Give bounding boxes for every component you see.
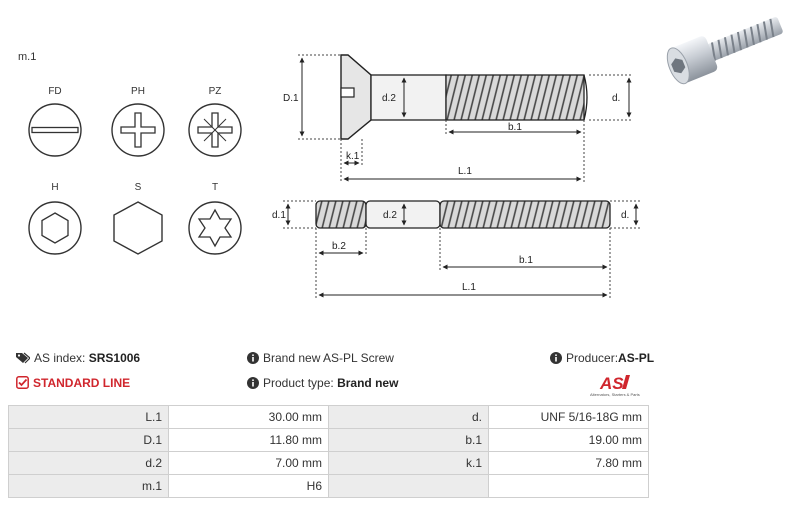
spec-value bbox=[489, 475, 649, 498]
spec-key: D.1 bbox=[9, 429, 169, 452]
hex-socket-icon bbox=[29, 202, 81, 254]
spec-key: d.2 bbox=[9, 452, 169, 475]
head-types-label: m.1 bbox=[18, 51, 37, 63]
as-index-label: AS index: bbox=[34, 351, 86, 365]
head-type-code: T bbox=[211, 182, 219, 193]
pozidriv-icon bbox=[189, 104, 241, 156]
countersunk-screw-drawing bbox=[283, 55, 632, 182]
product-title bbox=[247, 351, 394, 367]
product-type-label: Product type: bbox=[263, 376, 334, 390]
dim-label-d-bottom: d. bbox=[621, 210, 630, 221]
spec-key: d. bbox=[329, 406, 489, 429]
head-type-t bbox=[189, 182, 241, 254]
as-pl-logo bbox=[588, 372, 650, 398]
dim-label-d2-bottom: d.2 bbox=[383, 210, 397, 221]
info-icon bbox=[247, 377, 259, 392]
spec-key: m.1 bbox=[9, 475, 169, 498]
product-type bbox=[247, 376, 398, 392]
head-type-pz bbox=[189, 86, 241, 156]
hex-head-icon bbox=[114, 202, 162, 254]
product-photo bbox=[655, 8, 790, 88]
dim-label-b2: b.2 bbox=[332, 241, 346, 252]
dim-label-b1-bottom: b.1 bbox=[519, 255, 533, 266]
producer-label: Producer: bbox=[566, 351, 619, 365]
head-type-code: PH bbox=[131, 86, 145, 97]
tags-icon bbox=[16, 352, 30, 367]
table-row bbox=[9, 475, 649, 498]
spec-value: 7.80 mm bbox=[489, 452, 649, 475]
spec-key: b.1 bbox=[329, 429, 489, 452]
dim-label-b1: b.1 bbox=[508, 122, 522, 133]
spec-value: 30.00 mm bbox=[169, 406, 329, 429]
standard-line bbox=[16, 376, 130, 392]
logo-text: AS bbox=[600, 374, 624, 393]
stud-drawing bbox=[272, 201, 640, 298]
table-row bbox=[9, 429, 649, 452]
dim-label-d: d. bbox=[612, 93, 621, 104]
spec-value: H6 bbox=[169, 475, 329, 498]
product-title-text: Brand new AS-PL Screw bbox=[263, 351, 394, 365]
producer bbox=[550, 351, 654, 367]
product-type-value: Brand new bbox=[337, 376, 399, 390]
head-type-code: S bbox=[134, 182, 142, 193]
spec-value: 19.00 mm bbox=[489, 429, 649, 452]
torx-icon bbox=[189, 202, 241, 254]
head-type-ph bbox=[112, 86, 164, 156]
phillips-icon bbox=[112, 104, 164, 156]
dim-label-k1: k.1 bbox=[346, 151, 360, 162]
standard-line-text: STANDARD LINE bbox=[33, 376, 131, 390]
info-icon bbox=[247, 352, 259, 367]
spec-value: 11.80 mm bbox=[169, 429, 329, 452]
table-row bbox=[9, 406, 649, 429]
as-index-value: SRS1006 bbox=[88, 351, 141, 365]
spec-key: k.1 bbox=[329, 452, 489, 475]
head-type-code: H bbox=[51, 182, 59, 193]
dim-label-d1: d.1 bbox=[272, 210, 286, 221]
head-type-code: PZ bbox=[208, 86, 222, 97]
head-type-h bbox=[29, 182, 81, 254]
head-type-s bbox=[114, 182, 162, 254]
dim-label-L1: L.1 bbox=[458, 166, 472, 177]
spec-key: L.1 bbox=[9, 406, 169, 429]
head-type-code: FD bbox=[48, 86, 62, 97]
head-type-fd bbox=[29, 86, 81, 156]
check-square-icon bbox=[16, 376, 29, 392]
dim-label-L1-bottom: L.1 bbox=[462, 282, 476, 293]
slot-icon bbox=[29, 104, 81, 156]
spec-table bbox=[8, 405, 649, 498]
spec-key bbox=[329, 475, 489, 498]
info-icon bbox=[550, 352, 562, 367]
spec-value: 7.00 mm bbox=[169, 452, 329, 475]
table-row bbox=[9, 452, 649, 475]
spec-value: UNF 5/16-18G mm bbox=[489, 406, 649, 429]
producer-value: AS-PL bbox=[618, 351, 655, 365]
logo-tagline: Alternators, Starters & Parts bbox=[590, 392, 640, 397]
as-index bbox=[16, 351, 140, 367]
dim-label-d2: d.2 bbox=[382, 93, 396, 104]
dim-label-D1: D.1 bbox=[283, 93, 299, 104]
